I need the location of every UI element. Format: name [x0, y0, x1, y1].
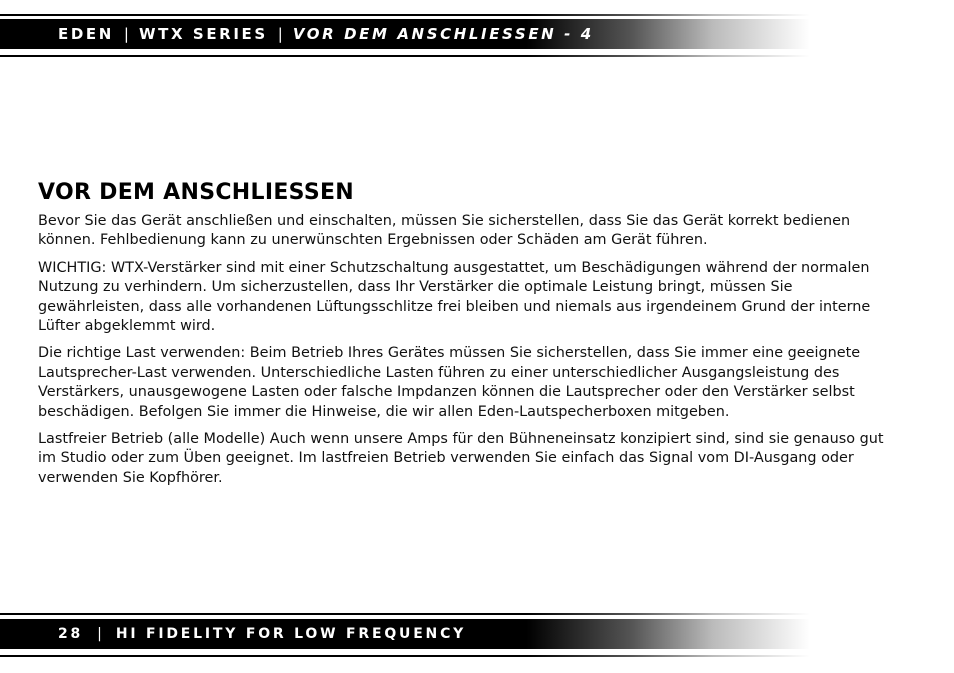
- footer-rule-top: [0, 613, 810, 615]
- header-rule-top: [0, 14, 810, 16]
- header-section: VOR DEM ANSCHLIESSEN - 4: [292, 25, 594, 43]
- paragraph: Lastfreier Betrieb (alle Modelle) Auch wenn unsere Amps für den Bühneneinsatz konzipiert sind, sind sie genauso gut im Studio oder zum Üben geeignet. Im lastfreien Betrieb verwenden Sie einfach das Signal vom DI-Ausgang oder verwenden Sie Kopfhörer.: [38, 431, 884, 486]
- footer-band: [0, 619, 810, 649]
- footer-separator: |: [97, 626, 102, 642]
- header-separator: |: [277, 25, 283, 43]
- header-brand: EDEN: [58, 25, 114, 43]
- section-title: VOR DEM ANSCHLIESSEN: [38, 180, 354, 205]
- header-band: [0, 19, 810, 49]
- footer-rule-bottom: [0, 655, 810, 657]
- header-separator: |: [123, 25, 129, 43]
- running-header: [58, 19, 594, 49]
- paragraph: WICHTIG: WTX-Verstärker sind mit einer Schutzschaltung ausgestattet, um Beschädigungen während der normalen Nutzung zu verhindern. Um sicherzustellen, dass Ihr Verstärker die optimale Leistung bringt, müssen Sie gewährleisten, dass alle vorhandenen Lüftungsschlitze frei bleiben und niemals aus irgendeinem Grund der interne Lüfter abgeklemmt wird.: [38, 259, 871, 335]
- paragraph: Die richtige Last verwenden: Beim Betrieb Ihres Gerätes müssen Sie sicherstellen, dass Sie immer eine geeignete Lautsprecher-Last verwenden. Unterschiedliche Lasten führen zu einer unterschiedlicher Ausgangsleistung des Verstärkers, unausgewogene Lasten oder falsche Impdanzen können die Lautsprecher oder den Verstärker selbst beschädigen. Befolgen Sie immer die Hinweise, die wir allen Eden-Lautspecherboxen mitgeben.: [38, 345, 861, 420]
- header-series: WTX SERIES: [138, 25, 268, 43]
- header-rule-bottom: [0, 55, 810, 57]
- footer-tagline: HI FIDELITY FOR LOW FREQUENCY: [115, 626, 467, 642]
- paragraph: Bevor Sie das Gerät anschließen und einschalten, müssen Sie sicherstellen, dass Sie das Gerät korrekt bedienen können. Fehlbedienung kann zu unerwünschten Ergebnissen oder Schäden am Gerät führen.: [38, 213, 851, 249]
- page-content: [38, 180, 898, 496]
- page-number: 28: [58, 626, 84, 642]
- running-footer: [58, 619, 466, 649]
